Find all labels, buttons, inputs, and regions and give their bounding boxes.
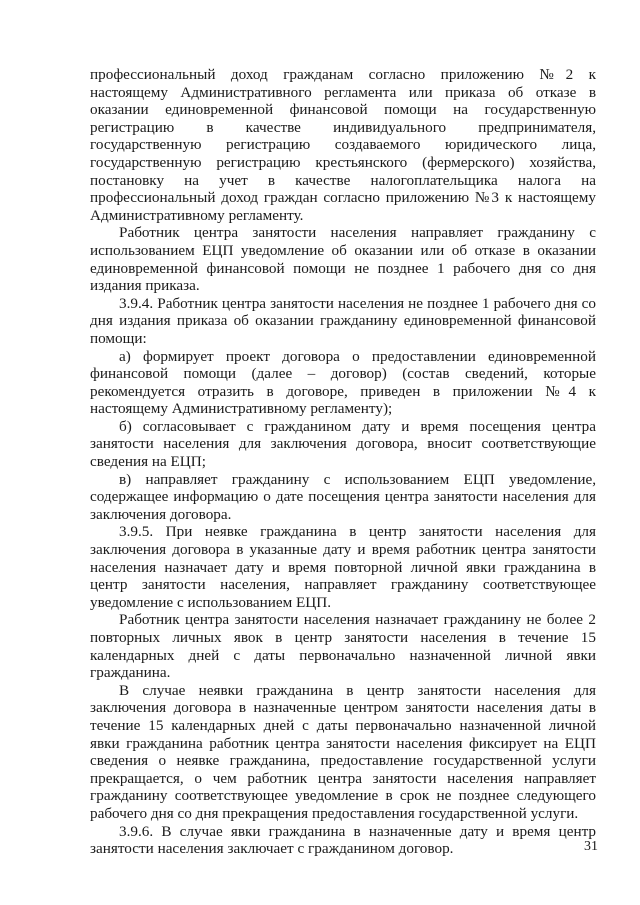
paragraph-non-appearance: В случае неявки гражданина в центр занятости населения для заключения договора в назначенные центром занятости населения даты в течение 15 календарных дней с даты первоначально назначенной личной явки гражданина работник центра занятости населения фиксирует на ЕЦП сведения о неявке гражданина, предоставление государственной услуги прекращается, о чем работник центра занятости населения направляет гражданину соответствующее уведомление в срок не позднее следующего рабочего дня со дня прекращения предоставления государственной услуги. xyxy=(90,681,596,822)
document-body xyxy=(90,66,596,858)
paragraph-item-v: в) направляет гражданину с использованием ЕЦП уведомление, содержащее информацию о дате посещения центра занятости населения для заключения договора. xyxy=(90,470,596,523)
page-number: 31 xyxy=(584,839,598,854)
paragraph-3-9-6: 3.9.6. В случае явки гражданина в назначенные дату и время центр занятости населения заключает с гражданином договор. xyxy=(90,822,596,858)
paragraph-notification: Работник центра занятости населения направляет гражданину с использованием ЕЦП уведомление об оказании или об отказе в оказании единовременной финансовой помощи не позднее 1 рабочего дня со дня издания приказа. xyxy=(90,224,596,295)
paragraph-item-a: а) формирует проект договора о предоставлении единовременной финансовой помощи (далее – договор) (состав сведений, которые рекомендуется отразить в договоре, приведен в приложении №4 к настоящему Административному регламенту); xyxy=(90,347,596,418)
paragraph-continuation: профессиональный доход гражданам согласно приложению №2 к настоящему Административного регламента или приказа об отказе в оказании единовременной финансовой помощи на государственную регистрацию в качестве индивидуального предпринимателя, государственную регистрацию создаваемого юридического лица, государственную регистрацию крестьянского (фермерского) хозяйства, постановку на учет в качестве налогоплательщика налога на профессиональный доход граждан согласно приложению №3 к настоящему Административному регламенту. xyxy=(90,66,596,224)
paragraph-repeat-visits: Работник центра занятости населения назначает гражданину не более 2 повторных личных явок в центр занятости населения в течение 15 календарных дней с даты первоначально назначенной личной явки гражданина. xyxy=(90,611,596,682)
paragraph-item-b: б) согласовывает с гражданином дату и время посещения центра занятости населения для заключения договора, вносит соответствующие сведения на ЕЦП; xyxy=(90,417,596,471)
paragraph-3-9-5: 3.9.5. При неявке гражданина в центр занятости населения для заключения договора в указанные дату и время работник центра занятости населения назначает дату и время повторной личной явки гражданина в центр занятости населения, направляет гражданину соответствующее уведомление с использованием ЕЦП. xyxy=(90,523,596,611)
paragraph-3-9-4: 3.9.4. Работник центра занятости населения не позднее 1 рабочего дня со дня издания приказа об оказании гражданину единовременной финансовой помощи: xyxy=(90,294,596,347)
